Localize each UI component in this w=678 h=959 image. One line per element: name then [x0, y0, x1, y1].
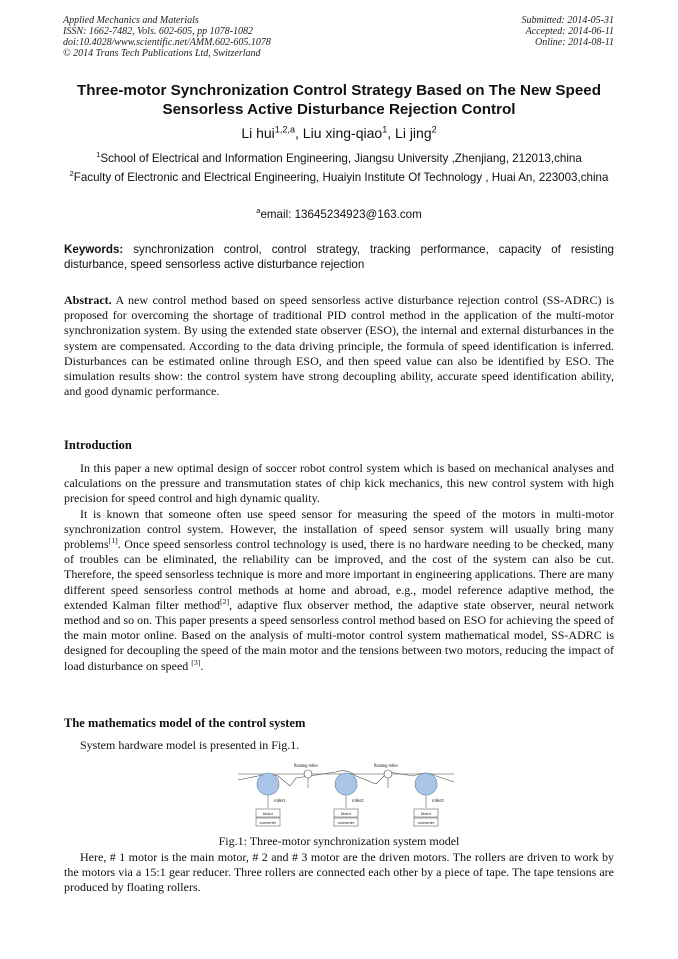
- email-sup: a: [256, 206, 261, 216]
- doi-line[interactable]: doi:10.4028/www.scientific.net/AMM.602-605.1078: [63, 37, 271, 48]
- affiliation-2: [64, 170, 614, 185]
- section-heading-model: The mathematics model of the control system: [64, 716, 306, 730]
- section-heading-introduction: Introduction: [64, 438, 132, 452]
- affiliation-text: School of Electrical and Information Engineering, Jiangsu University ,Zhenjiang, 212013,china: [100, 152, 582, 165]
- affiliation-1: [64, 151, 614, 166]
- abstract-text: A new control method based on speed sensorless active disturbance rejection control (SS-ADRC) is proposed for overcoming the shortage of traditional PID control method in the application of the multi-motor synchronization system. By using the extended state observer (ESO), the internal and external disturbances in the system are compensated. According to the data driving principle, the formula of speed identification is inferred. Disturbances can be estimated online through ESO, and then speed value can also be identified by ESO. The simulation results show: the control system have strong decoupling ability, accurate speed identification ability, and good dynamic performance.: [64, 293, 614, 399]
- copyright-line: © 2014 Trans Tech Publications Ltd, Switzerland: [63, 48, 261, 59]
- citation-ref[interactable]: [2]: [219, 596, 230, 606]
- issn-line: ISSN: 1662-7482, Vols. 602-605, pp 1078-1082: [63, 26, 253, 37]
- model-intro: System hardware model is presented in Fig.1.: [80, 738, 300, 752]
- intro-p2-text: , adaptive flux observer method, the adaptive state observer, neural network method and so on. This paper presents a speed sensorless control method based on ESO for achieving the speed of the main motor online. Based on the analysis of multi-motor control system mathematical model, SS-ADRC is designed for decoupling the speed of the main motor and the tensions between two motors, reducing the impact of load disturbance on speed: [64, 597, 614, 673]
- roller2-shape: [335, 773, 357, 795]
- intro-p2-text: It is known that someone often use speed sensor for measuring the speed of the motors in multi-motor synchronization control system. However, the installation of speed sensor system will usually bring many problems: [64, 506, 614, 552]
- online-date: Online: 2014-08-11: [535, 37, 614, 48]
- converter-box-label: converter: [337, 820, 355, 825]
- author-sup: 2: [431, 124, 437, 135]
- figure-1-caption: Fig.1: Three-motor synchronization system model: [218, 834, 460, 848]
- journal-header: [63, 15, 271, 59]
- intro-p2-text: .: [200, 658, 204, 673]
- roller3-shape: [415, 773, 437, 795]
- citation-ref[interactable]: [3]: [191, 657, 201, 667]
- floating-roller-label: floating roller: [374, 763, 398, 768]
- accepted-date: Accepted: 2014-06-11: [525, 26, 614, 37]
- converter-box-label: converter: [417, 820, 435, 825]
- affiliation-text: Faculty of Electronic and Electrical Engineering, Huaiyin Institute Of Technology , Huai An, 223003,china: [73, 171, 609, 184]
- roller1-shape: [257, 773, 279, 795]
- roller-label: roller1: [274, 798, 286, 803]
- dates-header: [522, 15, 615, 48]
- motor-box-label: Motor: [262, 811, 274, 816]
- author-name: Li jing: [395, 125, 432, 141]
- citation-ref[interactable]: [1]: [108, 536, 118, 546]
- author-name: Li hui: [241, 125, 275, 141]
- converter-box-label: converter: [259, 820, 277, 825]
- intro-p2-text: . Once speed sensorless control technology is used, there is no hardware needing to be checked, many of troubles can be eliminated, the reliability can be improved, and the cost of the system can also be cut. Therefore, the speed sensorless technique is more and more important in engineering applications. There are many different speed sensorless control methods at home and abroad, e.g., model reference adaptive method, the extended Kalman filter method: [64, 537, 614, 612]
- journal-name: Applied Mechanics and Materials: [63, 15, 199, 26]
- motor-box-label: Motor: [340, 811, 352, 816]
- roller-label: roller2: [352, 798, 364, 803]
- email-line: [64, 207, 614, 222]
- submitted-date: Submitted: 2014-05-31: [521, 15, 614, 26]
- author-name: Liu xing-qiao: [302, 125, 383, 141]
- paper-title: Three-motor Synchronization Control Strategy Based on The New Speed Sensorless Active Disturbance Rejection Control: [76, 82, 602, 118]
- author-sup: 1: [382, 124, 388, 135]
- roller-label: roller3: [432, 798, 444, 803]
- affiliation-sup: 2: [69, 169, 74, 179]
- introduction-body: [64, 461, 614, 674]
- keywords-label: Keywords:: [64, 243, 124, 256]
- floating-roller-shape: [304, 770, 312, 778]
- floating-roller-shape: [384, 770, 392, 778]
- keywords: [64, 242, 614, 272]
- author-list: Li hui$^{1,2,a}$, Liu xing-qiao$^1$, Li jing$^2$: [241, 124, 437, 141]
- email-text[interactable]: email: 13645234923@163.com: [260, 208, 422, 221]
- motor-box-label: Motor: [420, 811, 432, 816]
- affiliation-sup: 1: [96, 150, 101, 160]
- figure-1-diagram: [236, 758, 456, 833]
- keywords-text: synchronization control, control strategy, tracking performance, capacity of resisting disturbance, speed sensorless active disturbance rejection: [64, 243, 614, 271]
- abstract-label: Abstract.: [64, 293, 112, 307]
- intro-paragraph-2: [64, 507, 614, 674]
- model-paragraph: Here, # 1 motor is the main motor, # 2 and # 3 motor are the driven motors. The rollers are driven to work by the motors via a 15:1 gear reducer. Three rollers are connected each other by a piece of tape. The tape tensions are produced by floating rollers.: [64, 850, 614, 895]
- floating-roller-label: floating roller: [294, 763, 318, 768]
- abstract: [64, 293, 614, 399]
- author-sup: 1,2,a: [274, 124, 296, 135]
- intro-paragraph-1: In this paper a new optimal design of soccer robot control system which is based on mechanical analyses and calculations on the pressure and transmutation states of chip kick mechanics, this new control system with high precision for speed control and high dynamic quality.: [64, 461, 614, 506]
